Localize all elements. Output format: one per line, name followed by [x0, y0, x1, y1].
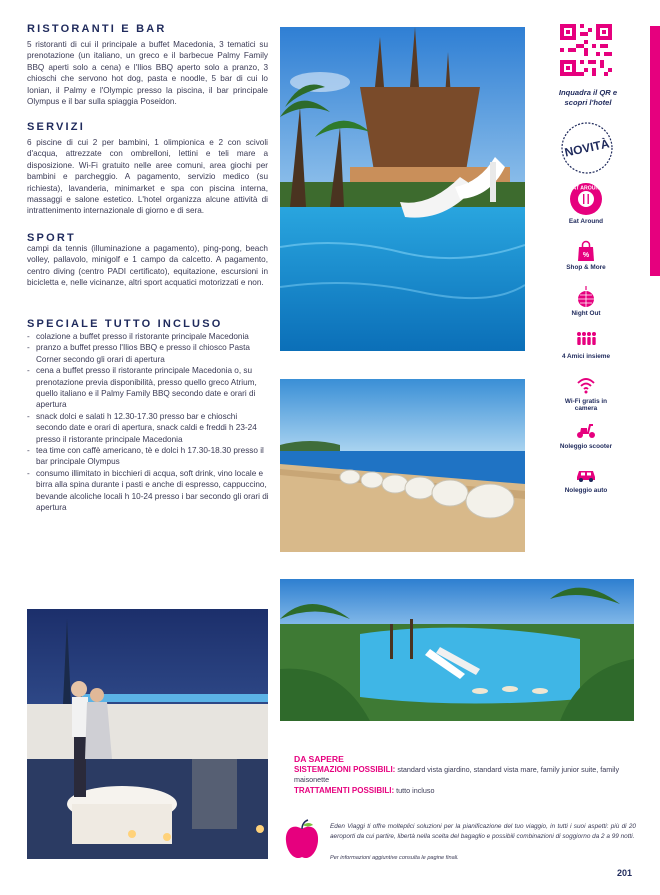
photo-beach-cabanas	[280, 379, 525, 552]
service-eat-around	[558, 182, 614, 225]
page-number: 201	[617, 868, 633, 878]
section-text-servizi: 6 piscine di cui 2 per bambini, 1 olimpionica e 2 con scivoli d'acqua, attrezzate con ombrelloni, lettini e teli mare a disposizione. Wi-Fi gratuito nelle aree comuni, area giochi per bambini e parcheggio. A pagamento, servizio medico (su richiesta), lavanderia, minimarket e spa con piscina interna, massaggi e salone estetico. L'hotel organizza alcune attività di intrattenimento internazionale di giorno e di sera.	[27, 138, 268, 216]
list-item: - cena a buffet presso il ristorante principale Macedonia o, su prenotazione previa disponibilità, presso quello greco Atrium, quello italiano e il Palmy Family BBQ secondo date e orari di apertura	[27, 365, 270, 411]
service-night-out	[558, 286, 614, 317]
info-box	[294, 754, 639, 796]
service-label: 4 Amici insieme	[561, 353, 611, 360]
service-four-friends	[558, 329, 614, 360]
all-inclusive-list	[27, 331, 270, 514]
list-item: - pranzo a buffet presso l'Ilios BBQ e presso il chiosco Pasta Corner secondo gli orari di apertura	[27, 342, 270, 365]
four-people-icon	[575, 329, 597, 351]
accent-bar	[650, 26, 660, 276]
service-label: Wi-Fi gratis in camera	[564, 398, 608, 412]
section-title-speciale: SPECIALE TUTTO INCLUSO	[27, 318, 223, 330]
section-title-sport: SPORT	[27, 232, 76, 244]
service-wifi	[558, 374, 614, 412]
footnote-small: Per informazioni aggiuntive consulta le pagine finali.	[330, 855, 459, 861]
service-label: Shop & More	[566, 264, 606, 271]
info-box-title: DA SAPERE	[294, 754, 344, 764]
svg-text:%: %	[582, 252, 590, 259]
footnote-text: Eden Viaggi ti offre molteplici soluzioni per la pianificazione del tuo viaggio, in tutti i suoi aspetti: più di 20 aeroporti da cui partire, libertà nella scelta del bagaglio e possibili combinazioni di soggiorno da 2 a 99 notti.	[330, 823, 636, 840]
section-title-servizi: SERVIZI	[27, 121, 85, 133]
service-shop	[558, 240, 614, 271]
treatments-label: TRATTAMENTI POSSIBILI:	[294, 786, 395, 795]
novita-badge	[559, 120, 615, 176]
wifi-icon	[575, 374, 597, 396]
accommodations-line	[294, 765, 639, 785]
qr-caption: Inquadra il QR e scopri l'hotel	[558, 88, 618, 107]
service-label: Night Out	[571, 310, 601, 317]
photo-pool-pirate-ship	[280, 27, 525, 351]
disco-ball-icon	[575, 286, 597, 308]
qr-code[interactable]	[560, 24, 612, 76]
section-text-sport: campi da tennis (illuminazione a pagamento), ping-pong, beach volley, pallavolo, minigolf e 1 campo da calcetto. A pagamento, centro diving (centro PADI certificato), equitazione, escursioni in bicicletta e, nelle vicinanze, altri sport acquatici motorizzati e non.	[27, 244, 268, 288]
accommodations-label: SISTEMAZIONI POSSIBILI:	[294, 765, 396, 774]
section-text-ristoranti: 5 ristoranti di cui il principale a buffet Macedonia, 3 tematici su prenotazione (un italiano, un greco e il barbecue Palmy Family BBQ aperti solo a cena) e l'Ilios BBQ aperto solo a pranzo, 3 chioschi che servono hot dog, pasta e noodle, 5 bar di cui lo Ionian, il Palmy e l'Olympic presso la piscina, il bar principale Olympus e il bar sulla spiaggia Poseidon.	[27, 40, 268, 107]
treatments-line	[294, 786, 639, 796]
car-icon	[575, 463, 597, 485]
eat-around-icon	[569, 182, 603, 216]
service-label: Noleggio scooter	[559, 443, 613, 450]
eat-around-ring-text: EAT AROUND	[569, 185, 603, 192]
list-item: - snack dolci e salati h 12.30-17.30 presso bar e chioschi secondo date e orari di apertura, snack caldi e freddi h 23-24 presso il ristorante principale Macedonia	[27, 411, 270, 445]
list-item: - tea time con caffè americano, tè e dolci h 17.30-18.30 presso il bar principale Olympus	[27, 445, 270, 468]
service-car	[558, 463, 614, 494]
apple-logo-icon	[283, 819, 321, 861]
list-item: - consumo illimitato in bicchieri di acqua, soft drink, vino locale e birra alla spina durante i pasti e anche di espresso, cappuccino, bevande alcoliche locali h 10-24 presso i bar secondo gli orari di apertura	[27, 468, 270, 514]
shopping-bag-icon	[575, 240, 597, 262]
badge-label: NOVITÀ	[563, 136, 611, 160]
list-item: - colazione a buffet presso il ristorante principale Macedonia	[27, 331, 270, 342]
scooter-icon	[575, 419, 597, 441]
photo-romantic-dinner	[27, 609, 268, 859]
treatments-value: tutto incluso	[396, 786, 435, 795]
section-title-ristoranti: RISTORANTI E BAR	[27, 23, 167, 35]
photo-resort-pools	[280, 579, 634, 721]
service-label: Eat Around	[568, 218, 604, 225]
service-scooter	[558, 419, 614, 450]
accommodations-value: standard vista giardino, standard vista mare, family junior suite, family maisonette	[294, 765, 620, 784]
service-label: Noleggio auto	[564, 487, 608, 494]
